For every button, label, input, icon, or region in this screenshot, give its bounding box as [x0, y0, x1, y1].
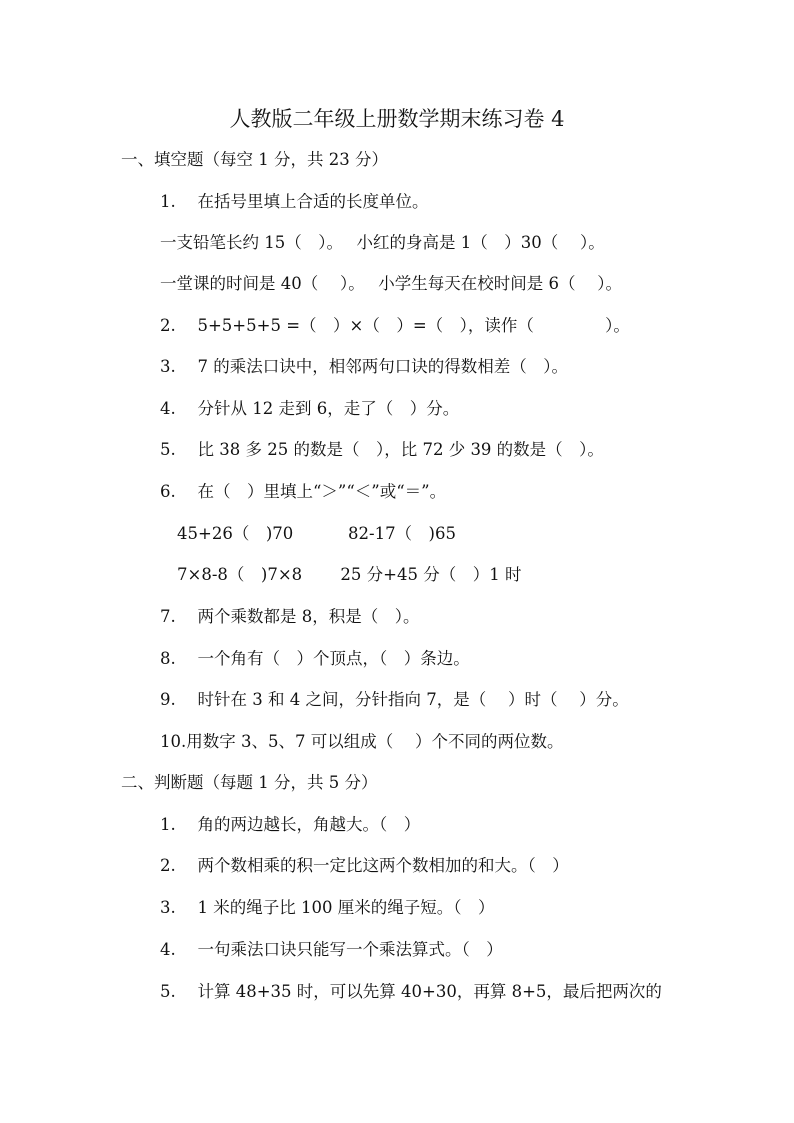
question-1-line-a: 一支铅笔长约 15（ ）。 小红的身高是 1（ ）30（ ）。 — [160, 233, 605, 252]
judge-question-1: 1. 角的两边越长，角越大。（ ） — [160, 815, 421, 834]
judge-question-2: 2. 两个数相乘的积一定比这两个数相加的和大。（ ） — [160, 856, 569, 875]
judge-question-5: 5. 计算 48+35 时，可以先算 40+30，再算 8+5，最后把两次的 — [160, 982, 662, 1001]
question-6-row-b: 7×8-8（ )7×8 25 分+45 分（ ）1 时 — [177, 565, 522, 584]
question-8: 8. 一个角有（ ）个顶点，（ ）条边。 — [160, 649, 470, 668]
question-1-line-b: 一堂课的时间是 40（ ）。 小学生每天在校时间是 6（ ）。 — [160, 274, 622, 293]
question-9: 9. 时针在 3 和 4 之间，分针指向 7，是（ ）时（ ）分。 — [160, 690, 629, 709]
question-5: 5. 比 38 多 25 的数是（ ），比 72 少 39 的数是（ ）。 — [160, 440, 604, 459]
question-4: 4. 分针从 12 走到 6，走了（ ）分。 — [160, 399, 460, 418]
question-3: 3. 7 的乘法口诀中，相邻两句口诀的得数相差（ ）。 — [160, 357, 568, 376]
question-7: 7. 两个乘数都是 8，积是（ ）。 — [160, 607, 420, 626]
section-heading-fill-blank: 一、填空题（每空 1 分，共 23 分） — [121, 150, 388, 169]
question-6: 6. 在（ ）里填上“＞”“＜”或“＝”。 — [160, 482, 447, 501]
question-6-row-a: 45+26（ )70 82-17（ )65 — [177, 524, 456, 543]
section-heading-true-false: 二、判断题（每题 1 分，共 5 分） — [121, 773, 378, 792]
question-10: 10.用数字 3、5、7 可以组成（ ）个不同的两位数。 — [160, 732, 564, 751]
question-1: 1. 在括号里填上合适的长度单位。 — [160, 192, 429, 211]
page-title: 人教版二年级上册数学期末练习卷 4 — [229, 107, 565, 131]
judge-question-3: 3. 1 米的绳子比 100 厘米的绳子短。（ ） — [160, 898, 495, 917]
judge-question-4: 4. 一句乘法口诀只能写一个乘法算式。（ ） — [160, 940, 503, 959]
question-2: 2. 5+5+5+5 =（ ）×（ ）=（ ），读作（ ）。 — [160, 316, 630, 335]
